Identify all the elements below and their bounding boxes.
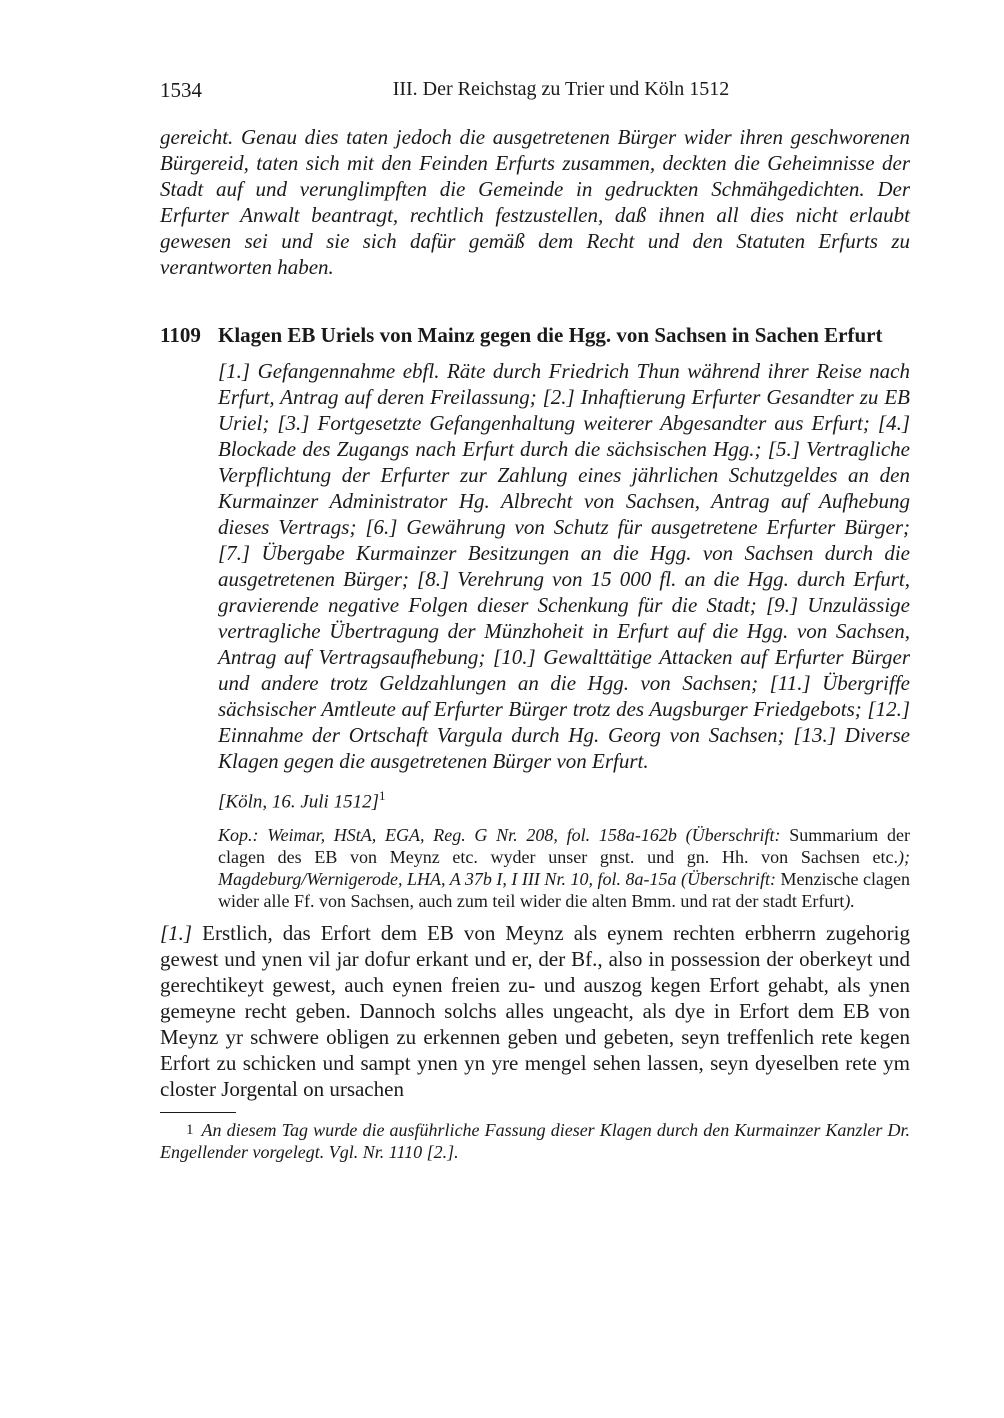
body-text: Erstlich, das Erfort dem EB von Meynz als eynem rechten erbherrn zugehorig gewest und ynen vil jar dofur erkant und er, der Bf., also in possession der oberkeyt und gerechtikeyt gewest, auch eynen freien zu- und auszog kegen Erfort gehabt, als ynen gemeyne recht geben. Dannoch solchs alles ungeacht, als dye in Erfort dem EB von Meynz yr schwere obligen zu erkennen geben und gebeten, seyn treffenlich rete kegen Erfort zu schicken und sampt ynen yn yre mengel sehen lassen, seyn dyeselben rete ym closter Jorgental on ursachen bbox=[160, 921, 910, 1102]
footnote-reference: 1 bbox=[378, 788, 386, 803]
source-part-1: Kop.: Weimar, HStA, EGA, Reg. G Nr. 208, fol. 158a-162b (Überschrift: bbox=[218, 825, 781, 846]
intro-paragraph: gereicht. Genau dies taten jedoch die ausgetretenen Bürger wider ihren geschworenen Bürgereid, taten sich mit den Feinden Erfurts zusammen, deckten die Geheimnisse der Stadt auf und verunglimpften die Gemeinde in gedruckten Schmähgedichten. Der Erfurter Anwalt beantragt, rechtlich festzustellen, daß ihnen all dies nicht erlaubt gewesen sei und sie sich dafür gemäß dem Recht und den Statuten Erfurts zu verantworten haben. bbox=[160, 125, 910, 279]
dateline bbox=[218, 784, 910, 814]
source-part-3: ); Magdeburg/Wernigerode, LHA, A 37b I, I III Nr. 10, fol. 8a-15a (Überschrift: bbox=[218, 847, 910, 890]
entry-title: Klagen EB Uriels von Mainz gegen die Hgg. von Sachsen in Sachen Erfurt bbox=[218, 323, 883, 347]
entry-heading bbox=[160, 322, 910, 348]
paragraph-marker: [1.] bbox=[160, 921, 193, 946]
entry-number: 1109 bbox=[160, 323, 201, 347]
running-head bbox=[160, 78, 910, 112]
footnote-divider bbox=[160, 1112, 236, 1113]
footnote-text: An diesem Tag wurde die ausführliche Fassung dieser Klagen durch den Kurmainzer Kanzler Dr. Engellender vorgelegt. Vgl. Nr. 1110 [2.]. bbox=[160, 1120, 910, 1163]
source-part-5: ). bbox=[844, 891, 855, 912]
source-part-2: Summarium der clagen des EB von Meynz etc. wyder unser gnst. und gn. Hh. von Sachsen etc. bbox=[218, 825, 910, 868]
page-number: 1534 bbox=[160, 78, 202, 102]
footnote-number: 1 bbox=[186, 1122, 194, 1139]
footnote bbox=[160, 1119, 910, 1163]
body-paragraph bbox=[160, 920, 910, 1102]
dateline-text: [Köln, 16. Juli 1512] bbox=[218, 791, 379, 813]
source-part-4: Menzische clagen wider alle Ff. von Sachsen, auch zum teil wider die alten Bmm. und rat der stadt Erfurt bbox=[218, 869, 910, 912]
running-title: III. Der Reichstag zu Trier und Köln 1512 bbox=[392, 78, 730, 100]
source-note bbox=[218, 824, 910, 912]
document-page bbox=[160, 78, 910, 1163]
regest-summary: [1.] Gefangennahme ebfl. Räte durch Friedrich Thun während ihrer Reise nach Erfurt, Antrag auf deren Freilassung; [2.] Inhaftierung Erfurter Gesandter zu EB Uriel; [3.] Fortgesetzte Gefangenhaltung weiterer Abgesandter aus Erfurt; [4.] Blockade des Zugangs nach Erfurt durch die sächsischen Hgg.; [5.] Vertragliche Verpflichtung der Erfurter zur Zahlung eines jährlichen Schutzgeldes an den Kurmainzer Administrator Hg. Albrecht von Sachsen, Antrag auf Aufhebung dieses Vertrags; [6.] Gewährung von Schutz für ausgetretene Erfurter Bürger; [7.] Übergabe Kurmainzer Besitzungen an die Hgg. von Sachsen durch die ausgetretenen Bürger; [8.] Verehrung von 15 000 fl. an die Hgg. durch Erfurt, gravierende negative Folgen dieser Schenkung für die Stadt; [9.] Unzulässige vertragliche Übertragung der Münzhoheit in Erfurt auf die Hgg. von Sachsen, Antrag auf Vertragsaufhebung; [10.] Gewalttätige Attacken auf Erfurter Bürger und andere trotz Geldzahlungen an die Hgg. von Sachsen; [11.] Übergriffe sächsischer Amtleute auf Erfurter Bürger trotz des Augsburger Friedgebots; [12.] Einnahme der Ortschaft Vargula durch Hg. Georg von Sachsen; [13.] Diverse Klagen gegen die ausgetretenen Bürger von Erfurt. bbox=[218, 359, 910, 773]
entry-block bbox=[218, 358, 910, 912]
